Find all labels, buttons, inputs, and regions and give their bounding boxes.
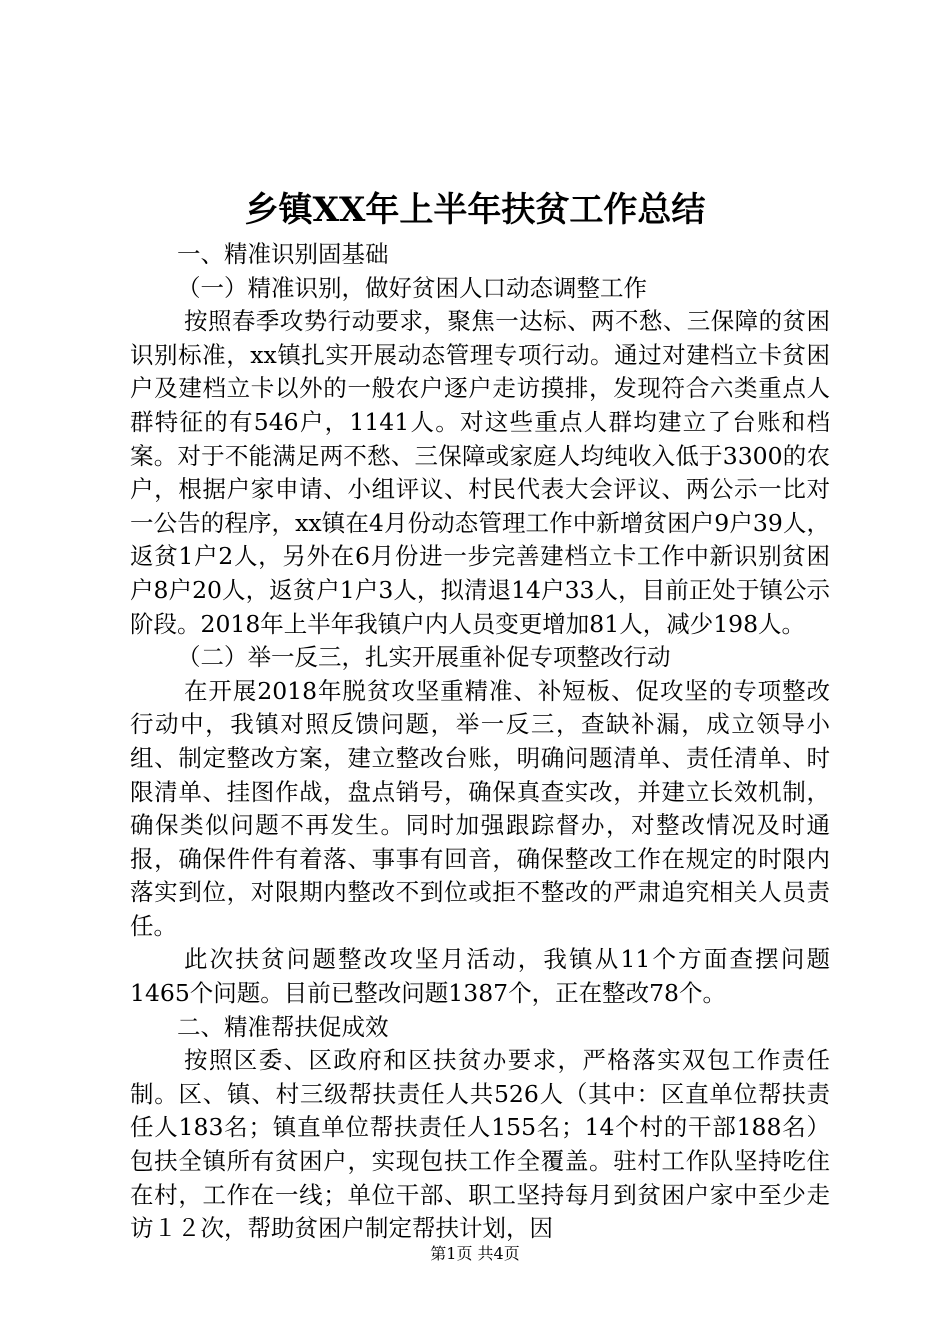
paragraph: 按照春季攻势行动要求，聚焦一达标、两不愁、三保障的贫困识别标准，xx镇扎实开展动态管理专项行动。通过对建档立卡贫困户及建档立卡以外的一般农户逐户走访摸排，发现符合六类重点人群特征的有546户，1141人。对这些重点人群均建立了台账和档案。对于不能满足两不愁、三保障或家庭人均纯收入低于3300的农户，根据户家申请、小组评议、村民代表大会评议、两公示一比对一公告的程序，xx镇在4月份动态管理工作中新增贫困户9户39人，返贫1户2人，另外在6月份进一步完善建档立卡工作中新识别贫困户8户20人，返贫户1户3人，拟清退14户33人，目前正处于镇公示阶段。2018年上半年我镇户内人员变更增加81人，减少198人。 <box>130 307 830 638</box>
section-heading: 二、精准帮扶促成效 <box>177 1012 389 1041</box>
section-heading: 一、精准识别固基础 <box>177 240 389 268</box>
paragraph: 按照区委、区政府和区扶贫办要求，严格落实双包工作责任制。区、镇、村三级帮扶责任人共526人（其中：区直单位帮扶责任人183名；镇直单位帮扶责任人155名；14个村的干部188名）包扶全镇所有贫困户，实现包扶工作全覆盖。驻村工作队坚持吃住在村，工作在一线；单位干部、职工坚持每月到贫困户家中至少走访１２次，帮助贫困户制定帮扶计划，因 <box>130 1046 830 1243</box>
subsection-heading: （二）举一反三，扎实开展重补促专项整改行动 <box>177 643 671 672</box>
document-body <box>130 238 830 1246</box>
subsection-heading: （一）精准识别，做好贫困人口动态调整工作 <box>177 273 647 302</box>
paragraph: 在开展2018年脱贫攻坚重精准、补短板、促攻坚的专项整改行动中，我镇对照反馈问题，举一反三，查缺补漏，成立领导小组、制定整改方案，建立整改台账，明确问题清单、责任清单、时限清单、挂图作战，盘点销号，确保真查实改，并建立长效机制，确保类似问题不再发生。同时加强跟踪督办，对整改情况及时通报，确保件件有着落、事事有回音，确保整改工作在规定的时限内落实到位，对限期内整改不到位或拒不整改的严肃追究相关人员责任。 <box>130 676 830 940</box>
paragraph: 此次扶贫问题整改攻坚月活动，我镇从11个方面查摆问题1465个问题。目前已整改问题1387个，正在整改78个。 <box>130 945 830 1008</box>
page-footer: 第1页 共4页 <box>430 1244 520 1263</box>
page-title: 乡镇XX年上半年扶贫工作总结 <box>244 190 706 230</box>
